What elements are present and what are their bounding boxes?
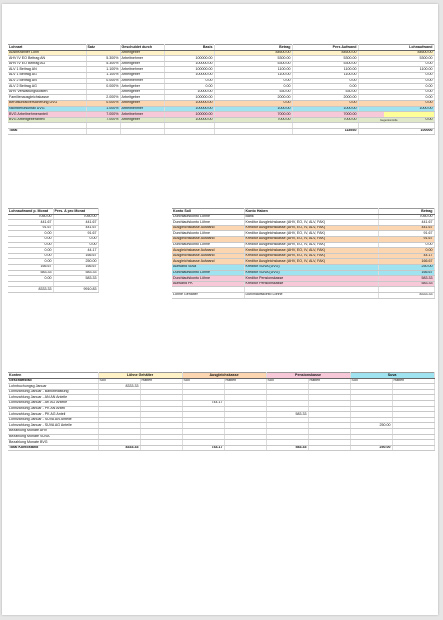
cell: ALV 1 Beitrag AN [8,67,86,73]
cell: 91.67 [8,225,53,231]
cell: Kreditor Pensionskasse [244,276,378,282]
cell: 5300.00 [214,61,292,67]
cell: 5300.00 [358,56,434,62]
total-cell: 250.00 [350,445,392,451]
cell: 0.00 [292,84,358,90]
cell: Durchlaufskonto Löhne [172,220,244,226]
cell: 2000.00 [214,95,292,101]
cell: Arbeitnehmer [120,56,164,62]
cell: Ausgleichskasse Aufwand [172,225,244,231]
cell: Arbeitgeber [120,89,164,95]
total-cell: 744.17 [182,445,224,451]
cell: 91.67 [378,236,434,242]
cell: 583.33 [378,281,434,287]
cell: 1100.00 [214,72,292,78]
cell: AHV IV EO Beitrag AN [8,56,86,62]
cell: 10000.00 [164,89,214,95]
cell: Ausgleichskasse Aufwand [172,248,244,254]
cell: 44.17 [378,253,434,259]
cell: 2000.00 [292,95,358,101]
cell: 0.00 [358,117,434,123]
cell: Kreditor SUVA (UVG) [244,270,378,276]
cell: Nichtberufsunfall UVG [8,106,86,112]
cell: Kreditor SUVA (UVG) [244,264,378,270]
cell: 100000.00 [164,100,214,106]
cell: 0.00 [358,84,434,90]
row-label: Lohnzahlung Januar - Bankbelastung [8,389,98,395]
cell: Kreditor Ausgleichskasse (AHV, EO, IV, ALV, FAK) [244,236,378,242]
cell: 166.67 [378,270,434,276]
cell: 441.67 [378,225,434,231]
column-header: Basis [164,45,214,51]
cell: 84600.00 [292,50,358,56]
column-header: Betrag [214,45,292,51]
cell: Arbeitgeber [120,95,164,101]
cell: BVG Arbeitgeberanteil [8,117,86,123]
total-row [8,128,434,134]
cell: 0.00 [358,89,434,95]
cell: 441.67 [53,220,98,226]
total-label: Total Kontostand [8,445,98,451]
empty-cell [120,128,164,134]
cell: 1.000% [86,106,120,112]
column-header: Lohnart [8,45,86,51]
cell: Kreditor Ausgleichskasse (AHV, EO, IV, ALV, FAK) [244,242,378,248]
cell: Ausgleichskasse Aufwand [172,236,244,242]
cell: 91.67 [378,231,434,237]
cell: 5.300% [86,56,120,62]
empty-cell [214,128,292,134]
cell: Kreditor Pensionskasse [244,281,378,287]
cell: 0.00 [292,100,358,106]
cell: 84600.00 [358,50,434,56]
cell: 100000.00 [164,72,214,78]
column-header: Lohnaufwand [358,45,434,51]
subheader-cell: Soll [98,378,140,384]
cell: 0.00 [8,242,53,248]
cell: Durchlaufskonto Löhne [172,270,244,276]
cell: 0.00 [292,78,358,84]
row-label: Lohnzahlung Januar - SUVA AG Anteile [8,423,98,429]
cell: 1100.00 [358,67,434,73]
cell: 100000.00 [164,112,214,118]
cell: Arbeitnehmer [120,112,164,118]
column-header: Lohnaufwand p. Monat [8,209,53,215]
cell: 0.00 [358,72,434,78]
cell: AHV IV EO Beitrag AG [8,61,86,67]
subheader-label: Geschäftsfall [8,378,98,384]
spreadsheet-page [2,4,438,615]
cell: 100000.00 [164,106,214,112]
subheader-cell: Haben [392,378,434,384]
total-row [8,445,434,451]
cell: 583.33 [53,270,98,276]
cell: 7000.00 [292,117,358,123]
cell: 0.000% [86,84,120,90]
cell: Arbeitgeber [120,61,164,67]
column-header: Betrag [378,209,434,215]
cell: Arbeitgeber [120,50,164,56]
total-cell [308,445,350,451]
cell: 744.17 [182,400,224,406]
cell: 100000.00 [164,95,214,101]
cell: Arbeitnehmer [120,106,164,112]
subheader-cell: Haben [308,378,350,384]
cell: Kreditor Ausgleichskasse (AHV, EO, IV, ALV, FAK) [244,231,378,237]
cell: 1100.00 [292,72,358,78]
cell: Durchlaufskonto Löhne [172,231,244,237]
cell: 0.00 [164,84,214,90]
cell: Arbeitnehmer [120,78,164,84]
cell: Arbeitnehmer [120,67,164,73]
cell: 1100.00 [292,67,358,73]
cell: Kreditor Ausgleichskasse (AHV, EO, IV, ALV, FAK) [244,220,378,226]
cell: 166.67 [53,253,98,259]
column-header: Konten [8,373,98,379]
cell: 583.33 [53,276,98,282]
cell: Durchlaufskonto Löhne [172,214,244,220]
cell: 166.67 [378,259,434,265]
column-header: Konto Soll [172,209,244,215]
cell: Kreditor Ausgleichskasse (AHV, EO, IV, ALV, FAK) [244,248,378,254]
cell: 0.00 [214,78,292,84]
cell: 1000.00 [358,106,434,112]
cell: ALV 2 Beitrag AG [8,84,86,90]
row-label: Lohnzahlung Januar - PK AN Anteil [8,406,98,412]
cell: ALV 2 Beitrag AN [8,78,86,84]
subheader-cell: Soll [350,378,392,384]
cell: ALV 1 Beitrag AG [8,72,86,78]
row-label: Lohnzahlung Januar - AN AN Anteile [8,395,98,401]
cell: 44.17 [53,248,98,254]
cell: 1.100% [86,72,120,78]
cell: 0.000% [86,100,120,106]
cell: BVG Arbeitnehmeranteil [8,112,86,118]
cell: 441.67 [378,220,434,226]
column-header: Pers. A pro Monat [53,209,98,215]
cell: 0.00 [358,78,434,84]
cell: 441.67 [53,225,98,231]
cell: Kreditor Ausgleichskasse (AHV, EO, IV, ALV, FAK) [244,259,378,265]
cell: Kreditor Ausgleichskasse (AHV, EO, IV, ALV, FAK) [244,225,378,231]
cell: 1000.00 [214,106,292,112]
subheader-cell: Soll [266,378,308,384]
cell: 5300.00 [292,61,358,67]
cell: 91.67 [53,231,98,237]
cell: 100000.00 [164,67,214,73]
cell: Bank [244,214,378,220]
total-label: Total [8,128,86,134]
cell: 166.67 [53,264,98,270]
row-label: Bezahlung Monate AHV [8,428,98,434]
cell: 0.000% [86,78,120,84]
cell: 0.00 [358,95,434,101]
row-label: Bezahlung Monate BVG [8,440,98,446]
total-lohnaufwand: 100000 [358,128,434,134]
cell: Durchlaufskonto Löhne [172,276,244,282]
row-label: Lohnzahlung Januar - SUVA AN Anteile [8,417,98,423]
cell: 530.00 [214,89,292,95]
account-header-l-hne-geh-lter: Löhne Gehälter [98,373,182,379]
empty-cell [86,128,120,134]
cell: 0.00 [358,61,434,67]
account-header-pensionskasse: Pensionskasse [266,373,350,379]
total-cell: Löhne Gehälter [172,292,244,298]
buchungen-table [172,208,435,299]
total-pers-aufwand: 118930 [292,128,358,134]
cell: 84600.00 [214,50,292,56]
cell: 7.000% [86,112,120,118]
konten-table [8,372,435,451]
monthly-table [8,208,99,293]
cell: 1000.00 [292,106,358,112]
cell: 1.100% [86,67,120,73]
cell: Arbeitgeber [120,100,164,106]
cell: Aufwand PK [172,281,244,287]
cell: 0.00 [214,100,292,106]
cell: 0.00 [8,231,53,237]
subheader-cell: Haben [140,378,182,384]
cell: 100000.00 [164,61,214,67]
cell: Ausbezahlter Lohn [8,50,86,56]
cell: 250.00 [53,259,98,265]
cell: Familienausgleichskasse [8,95,86,101]
account-header-ausgleichskasse: Ausgleichskasse [182,373,266,379]
column-header: Konto Haben [244,209,378,215]
column-header: Geschuldet durch [120,45,164,51]
cell: 0.00 [164,78,214,84]
cell: Ausgleichskasse Aufwand [172,253,244,259]
cell: 8333.33 [98,384,140,390]
cell: 7050.00 [53,214,98,220]
cell: 0.00 [8,248,53,254]
total-row [172,292,434,298]
cell: Arbeitgeber [120,117,164,123]
row-label: Lohnzahlung Januar - AK AG Anteile [8,400,98,406]
lohnarten-table [8,44,435,135]
total-cell: 8333.33 [8,287,53,293]
cell: 583.33 [266,412,308,418]
empty-cell [164,128,214,134]
cell: 166.67 [8,264,53,270]
cell: 250.00 [378,264,434,270]
cell: 7000.00 [214,112,292,118]
cell: 583.33 [378,276,434,282]
cell: 7.000% [86,117,120,123]
column-header: Satz [86,45,120,51]
cell: 0.00 [378,242,434,248]
cell: 100000.00 [164,56,214,62]
total-cell [224,445,266,451]
cell: Durchlaufskonto Löhne [172,242,244,248]
cell: 0.00 [53,242,98,248]
cell: Kreditor Ausgleichskasse (AHV, EO, IV, ALV, FAK) [244,253,378,259]
cell: 0.00 [358,100,434,106]
total-cell: 9910.83 [53,287,98,293]
cell: Arbeitgeber [120,84,164,90]
cell: 0.00 [8,253,53,259]
cell: 0.00 [378,248,434,254]
cell: 0.00 [214,84,292,90]
cell: 530.00 [292,89,358,95]
total-row [8,287,98,293]
cell: Aufwand Suva [172,264,244,270]
cell: 7050.00 [8,214,53,220]
cell: 1100.00 [214,67,292,73]
cell: 0.00 [53,236,98,242]
total-cell: Durchlaufskonto Löhne [244,292,378,298]
cell: AHV Verwaltungskosten [8,89,86,95]
total-cell: 8333.33 [98,445,140,451]
subheader-cell: Haben [224,378,266,384]
cell: 100000.00 [164,117,214,123]
cell: 5.300% [86,61,120,67]
cell: 583.33 [8,270,53,276]
account-header-suva: Suva [350,373,434,379]
row-label: Bezahlung Monate SUVA [8,434,98,440]
cell: 7050.00 [378,214,434,220]
row-label: Lohnzahlung Januar - PK AG Anteil [8,412,98,418]
total-cell [392,445,434,451]
cell: Arbeitgeber [120,72,164,78]
cell: 0.00 [8,259,53,265]
cell: 250.00 [350,423,392,429]
subheader-cell: Soll [182,378,224,384]
cell: 5300.00 [292,56,358,62]
cell: 0.00 [8,276,53,282]
row-label: Lohnbuchungsg Januar [8,384,98,390]
cell: 7000.00 [214,117,292,123]
cell: 441.67 [8,220,53,226]
cell: 0.00 [8,236,53,242]
total-cell: 8333.33 [378,292,434,298]
total-cell: 583.33 [266,445,308,451]
column-header: Pers Aufwand [292,45,358,51]
cell: Ausgleichskasse Aufwand [172,259,244,265]
total-highlight [384,112,434,117]
cell: Berufsunfallversicherung UVG [8,100,86,106]
cell: 7000.00 [292,112,358,118]
cell: 2.000% [86,95,120,101]
total-cell [140,445,182,451]
footnote: Gegenkontrolle [380,119,398,122]
cell: 5300.00 [214,56,292,62]
